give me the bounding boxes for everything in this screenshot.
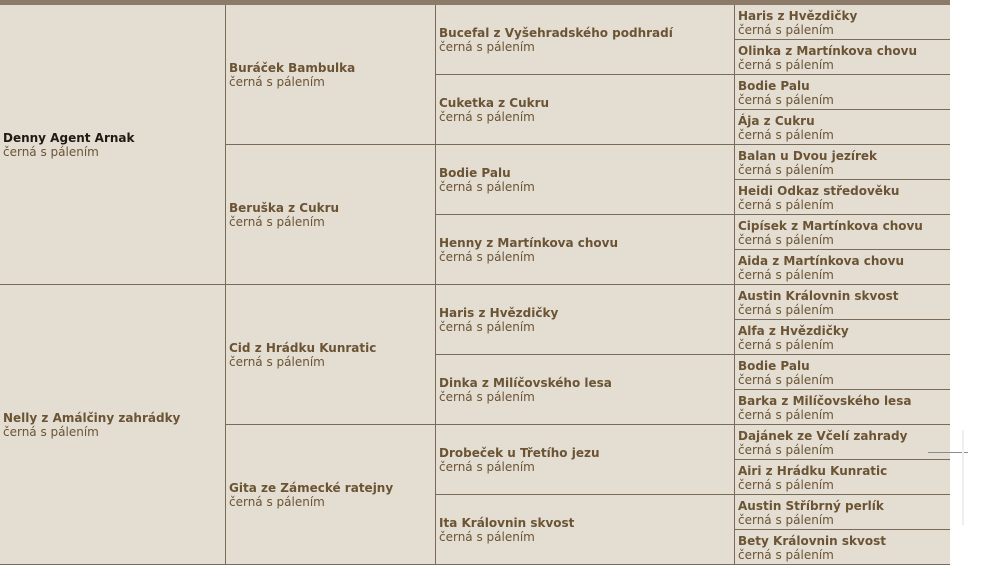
dog-name: Airi z Hrádku Kunratic <box>738 463 888 478</box>
dog-name: Cid z Hrádku Kunratic <box>229 341 377 355</box>
dog-name: Nelly z Amálčiny zahrádky <box>3 411 181 425</box>
pedigree-table <box>0 5 950 565</box>
dog-name: Bodie Palu <box>738 358 810 373</box>
dog-color: černá s pálením <box>439 40 535 54</box>
pedigree-cell-gen4-5 <box>735 145 950 180</box>
dog-name: Buráček Bambulka <box>229 61 356 75</box>
dog-color: černá s pálením <box>738 22 834 37</box>
pedigree-cell-gen4-16 <box>735 530 950 565</box>
dog-color: černá s pálením <box>738 512 834 527</box>
dog-name: Dajánek ze Včelí zahrady <box>738 428 908 443</box>
dog-name: Dinka z Milíčovského lesa <box>439 376 612 390</box>
dog-color: černá s pálením <box>738 267 834 282</box>
pedigree-cell-gen4-1 <box>735 5 950 40</box>
dog-color: černá s pálením <box>738 547 834 562</box>
dog-name: Cipísek z Martínkova chovu <box>738 218 923 233</box>
pedigree-cell-gen4-2 <box>735 40 950 75</box>
pedigree-cell-gen4-13 <box>735 425 950 460</box>
pedigree-cell-gen4-7 <box>735 215 950 250</box>
dog-name: Haris z Hvězdičky <box>439 306 559 320</box>
pedigree-cell-gen3-3 <box>436 145 735 215</box>
pedigree-cell-gen3-7 <box>436 425 735 495</box>
dog-color: černá s pálením <box>3 425 99 439</box>
pedigree-cell-gen4-9 <box>735 285 950 320</box>
dog-color: černá s pálením <box>3 145 99 159</box>
dog-name: Henny z Martínkova chovu <box>439 236 619 250</box>
dog-name: Balan u Dvou jezírek <box>738 148 878 163</box>
dog-name: Alfa z Hvězdičky <box>738 323 849 338</box>
dog-name: Bucefal z Vyšehradského podhradí <box>439 26 673 40</box>
dog-name: Bety Královnin skvost <box>738 533 886 548</box>
pedigree-cell-gen3-6 <box>436 355 735 425</box>
dog-color: černá s pálením <box>738 92 834 107</box>
dog-name: Haris z Hvězdičky <box>738 8 858 23</box>
dog-name: Bodie Palu <box>439 166 511 180</box>
dog-name: Austin Královnin skvost <box>738 288 899 303</box>
pedigree-cell-gen1-2 <box>0 285 226 565</box>
pedigree-cell-gen4-12 <box>735 390 950 425</box>
dog-color: černá s pálením <box>738 372 834 387</box>
dog-color: černá s pálením <box>439 110 535 124</box>
dog-name: Drobeček u Třetího jezu <box>439 446 600 460</box>
pedigree-cell-gen4-10 <box>735 320 950 355</box>
dog-name: Gita ze Zámecké ratejny <box>229 481 394 495</box>
dog-color: černá s pálením <box>229 75 325 89</box>
dog-color: černá s pálením <box>229 495 325 509</box>
pedigree-cell-gen3-2 <box>436 75 735 145</box>
divider-line <box>962 430 964 525</box>
dog-color: černá s pálením <box>439 530 535 544</box>
dog-color: černá s pálením <box>738 302 834 317</box>
pedigree-cell-gen4-3 <box>735 75 950 110</box>
dog-color: černá s pálením <box>738 232 834 247</box>
dog-name: Bodie Palu <box>738 78 810 93</box>
pedigree-cell-gen1-1 <box>0 5 226 285</box>
dog-color: černá s pálením <box>738 337 834 352</box>
pedigree-cell-gen3-1 <box>436 5 735 75</box>
dog-name: Heidi Odkaz středověku <box>738 183 900 198</box>
dog-name: Ája z Cukru <box>738 113 815 128</box>
dog-color: černá s pálením <box>738 127 834 142</box>
dog-color: černá s pálením <box>439 460 535 474</box>
pedigree-cell-gen2-4 <box>226 425 436 565</box>
dog-name: Barka z Milíčovského lesa <box>738 393 912 408</box>
dog-color: černá s pálením <box>439 250 535 264</box>
pedigree-cell-gen4-15 <box>735 495 950 530</box>
dog-name: Austin Stříbrný perlík <box>738 498 884 513</box>
dog-color: černá s pálením <box>738 477 834 492</box>
dog-name: Aida z Martínkova chovu <box>738 253 905 268</box>
dog-color: černá s pálením <box>229 355 325 369</box>
dog-name: Denny Agent Arnak <box>3 131 135 145</box>
pedigree-cell-gen2-2 <box>226 145 436 285</box>
pedigree-cell-gen4-11 <box>735 355 950 390</box>
pedigree-cell-gen3-4 <box>436 215 735 285</box>
pedigree-cell-gen4-8 <box>735 250 950 285</box>
dog-name: Cuketka z Cukru <box>439 96 550 110</box>
pedigree-cell-gen2-1 <box>226 5 436 145</box>
dog-color: černá s pálením <box>738 57 834 72</box>
dog-color: černá s pálením <box>439 180 535 194</box>
dog-name: Olinka z Martínkova chovu <box>738 43 918 58</box>
dog-color: černá s pálením <box>439 390 535 404</box>
dog-color: černá s pálením <box>738 407 834 422</box>
pedigree-cell-gen4-6 <box>735 180 950 215</box>
dog-color: černá s pálením <box>229 215 325 229</box>
dog-color: černá s pálením <box>439 320 535 334</box>
dog-name: Beruška z Cukru <box>229 201 340 215</box>
dog-color: černá s pálením <box>738 442 834 457</box>
dog-color: černá s pálením <box>738 162 834 177</box>
pedigree-cell-gen3-5 <box>436 285 735 355</box>
dog-color: černá s pálením <box>738 197 834 212</box>
pedigree-cell-gen2-3 <box>226 285 436 425</box>
pedigree-cell-gen3-8 <box>436 495 735 565</box>
pedigree-cell-gen4-4 <box>735 110 950 145</box>
dog-name: Ita Královnin skvost <box>439 516 575 530</box>
pedigree-cell-gen4-14 <box>735 460 950 495</box>
